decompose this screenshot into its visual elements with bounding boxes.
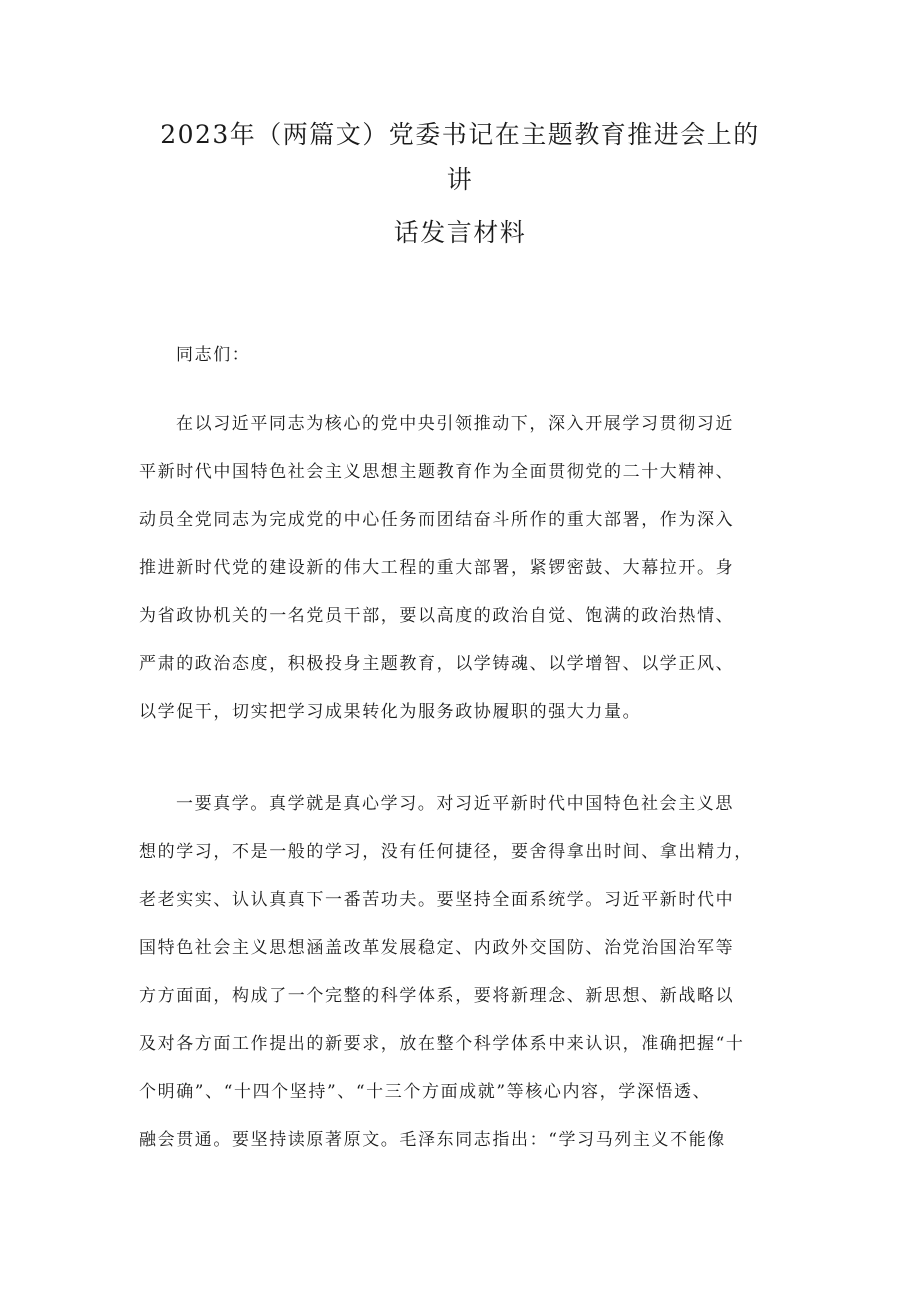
paragraph-1-line-6: 严肃的政治态度，积极投身主题教育，以学铸魂、以学增智、以学正风、: [139, 654, 735, 674]
paragraph-2-line-2: 想的学习，不是一般的学习，没有任何捷径，要舍得拿出时间、拿出精力，: [139, 842, 753, 862]
document-title-line-2: 讲: [446, 165, 474, 194]
document-title-line-1: 2023年（两篇文）党委书记在主题教育推进会上的: [160, 120, 760, 149]
paragraph-2-line-5: 方方面面，构成了一个完整的科学体系，要将新理念、新思想、新战略以: [139, 986, 735, 1006]
paragraph-1-line-7: 以学促干，切实把学习成果转化为服务政协履职的强大力量。: [139, 702, 642, 722]
paragraph-2-line-8: 融会贯通。要坚持读原著原文。毛泽东同志指出：“学习马列主义不能像: [139, 1130, 726, 1150]
paragraph-1-line-2: 平新时代中国特色社会主义思想主题教育作为全面贯彻党的二十大精神、: [139, 462, 735, 482]
paragraph-1-line-4: 推进新时代党的建设新的伟大工程的重大部署，紧锣密鼓、大幕拉开。身: [139, 558, 735, 578]
paragraph-2-line-3: 老老实实、认认真真下一番苦功夫。要坚持全面系统学。习近平新时代中: [139, 890, 735, 910]
paragraph-2-line-1: 一要真学。真学就是真心学习。对习近平新时代中国特色社会主义思: [176, 794, 734, 814]
document-title-line-3: 话发言材料: [393, 218, 527, 247]
salutation: 同志们：: [176, 345, 251, 365]
paragraph-1-line-1: 在以习近平同志为核心的党中央引领推动下，深入开展学习贯彻习近: [176, 414, 734, 434]
paragraph-2-line-4: 国特色社会主义思想涵盖改革发展稳定、内政外交国防、治党治国治军等: [139, 938, 735, 958]
paragraph-2-line-6: 及对各方面工作提出的新要求，放在整个科学体系中来认识，准确把握“十: [139, 1034, 745, 1054]
paragraph-1-line-5: 为省政协机关的一名党员干部，要以高度的政治自觉、饱满的政治热情、: [139, 606, 735, 626]
paragraph-1-line-3: 动员全党同志为完成党的中心任务而团结奋斗所作的重大部署，作为深入: [139, 510, 735, 530]
paragraph-2-line-7: 个明确”、“十四个坚持”、“十三个方面成就”等核心内容，学深悟透、: [139, 1082, 712, 1102]
